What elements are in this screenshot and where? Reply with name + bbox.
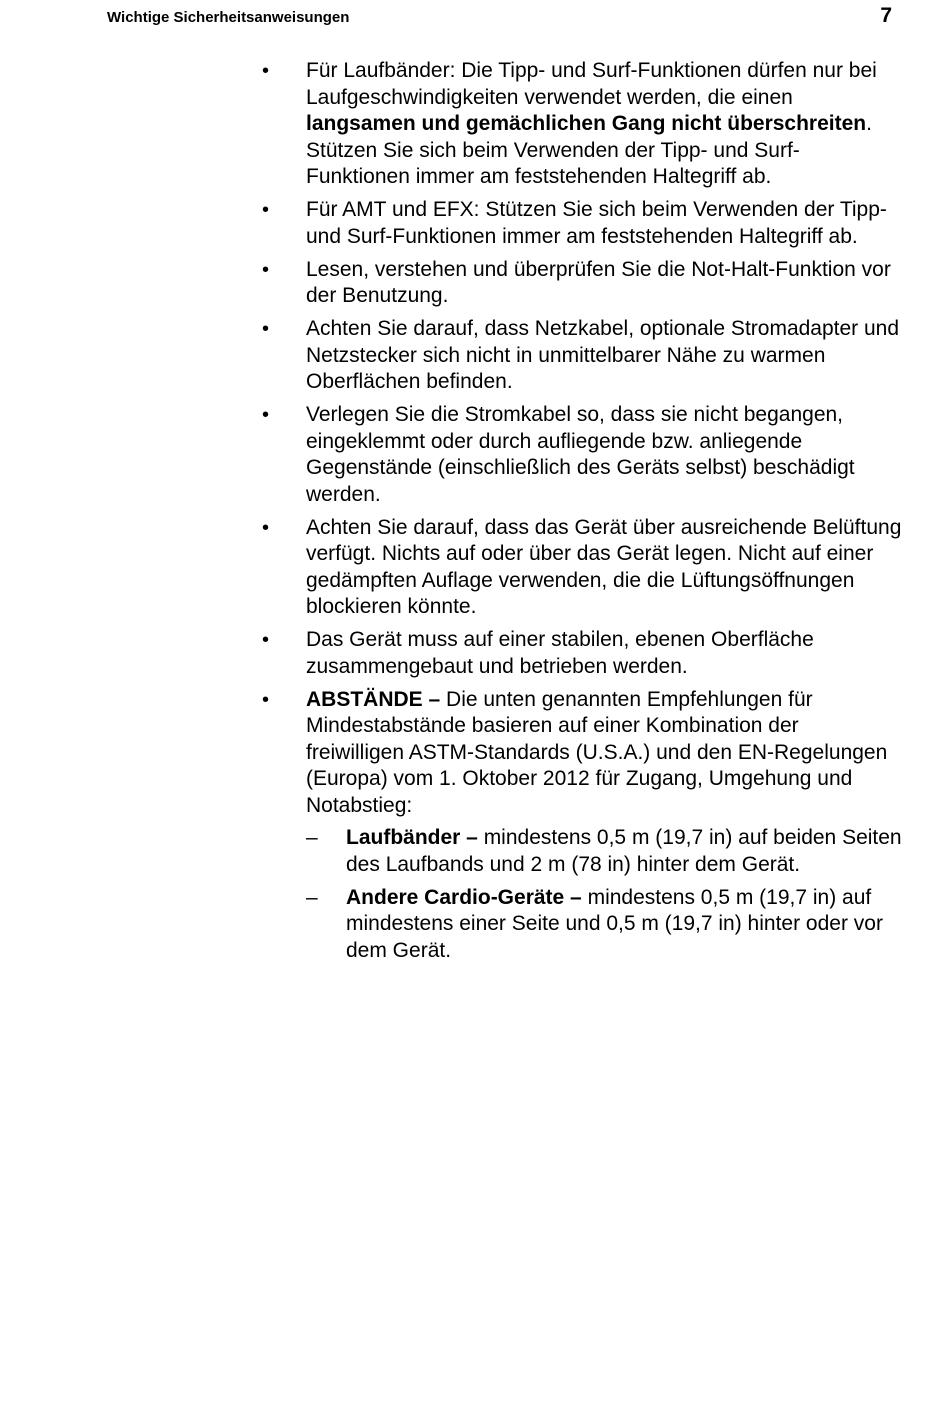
item-text: Verlegen Sie die Stromkabel so, dass sie nicht begangen, eingeklemmt oder durch aufliegende bzw. anliegende Gegenstände (einschließlich des Geräts selbst) beschädigt werden. xyxy=(306,403,855,506)
running-header: Wichtige Sicherheitsanweisungen xyxy=(107,9,350,26)
item-text: Für AMT und EFX: Stützen Sie sich beim Verwenden der Tipp- und Surf-Funktionen immer am feststehenden Haltegriff ab. xyxy=(306,198,887,248)
item-text: Achten Sie darauf, dass das Gerät über ausreichende Belüftung verfügt. Nichts auf oder über das Gerät legen. Nicht auf einer gedämpften Auflage verwenden, die die Lüftungsöffnungen blockieren könnte. xyxy=(306,515,902,618)
sublist-item-treadmills xyxy=(306,825,902,878)
list-item xyxy=(262,257,902,310)
subitem-label: Andere Cardio-Geräte – xyxy=(346,885,582,909)
list-item xyxy=(262,627,902,680)
subitem-label: Laufbänder – xyxy=(346,826,478,849)
item-text: Lesen, verstehen und überprüfen Sie die Not-Halt-Funktion vor der Benutzung. xyxy=(306,257,891,307)
item-emphasis: langsamen und gemächlichen Gang nicht überschreiten xyxy=(306,112,867,135)
dash-icon: – xyxy=(306,826,318,849)
list-item xyxy=(262,197,902,250)
list-item xyxy=(262,402,902,508)
list-item xyxy=(262,515,902,621)
bullet-icon: • xyxy=(262,60,270,82)
bullet-icon: • xyxy=(262,318,270,340)
bullet-icon: • xyxy=(262,404,270,426)
item-text: Für Laufbänder: Die Tipp- und Surf-Funktionen dürfen nur bei Laufgeschwindigkeiten verwendet werden, die einen xyxy=(306,59,877,109)
dash-icon: – xyxy=(306,885,318,909)
page-number: 7 xyxy=(880,4,892,27)
safety-instructions-list xyxy=(262,58,902,964)
bullet-icon: • xyxy=(262,688,270,711)
bullet-icon: • xyxy=(262,258,270,281)
list-item xyxy=(262,58,902,191)
bullet-icon: • xyxy=(262,629,270,651)
clearances-heading: ABSTÄNDE – xyxy=(306,687,441,711)
bullet-icon: • xyxy=(262,516,270,539)
sublist-item-other-cardio xyxy=(306,885,902,965)
list-item-clearances xyxy=(262,687,902,965)
item-text: Das Gerät muss auf einer stabilen, ebenen Oberfläche zusammengebaut und betrieben werden. xyxy=(306,628,814,678)
clearances-sublist xyxy=(306,825,902,964)
item-text: Die unten genannten Empfehlungen für Mindestabstände basieren auf einer Kombination der freiwilligen ASTM-Standards (U.S.A.) und den EN-Regelungen (Europa) vom 1. Oktober 2012 für Zugang, Umgehung und Notabstieg: xyxy=(306,687,888,817)
list-item xyxy=(262,316,902,396)
item-text-continued: . Stützen Sie sich beim Verwenden der Tipp- und Surf-Funktionen immer am feststehenden Haltegriff ab. xyxy=(306,112,872,188)
subitem-text: mindestens 0,5 m (19,7 in) auf mindestens einer Seite und 0,5 m (19,7 in) hinter oder vor dem Gerät. xyxy=(346,885,883,962)
main-content xyxy=(262,58,902,971)
subitem-text: mindestens 0,5 m (19,7 in) auf beiden Seiten des Laufbands und 2 m (78 in) hinter dem Gerät. xyxy=(346,826,902,876)
item-text: Achten Sie darauf, dass Netzkabel, optionale Stromadapter und Netzstecker sich nicht in unmittelbarer Nähe zu warmen Oberflächen befinden. xyxy=(306,317,900,393)
bullet-icon: • xyxy=(262,199,270,221)
